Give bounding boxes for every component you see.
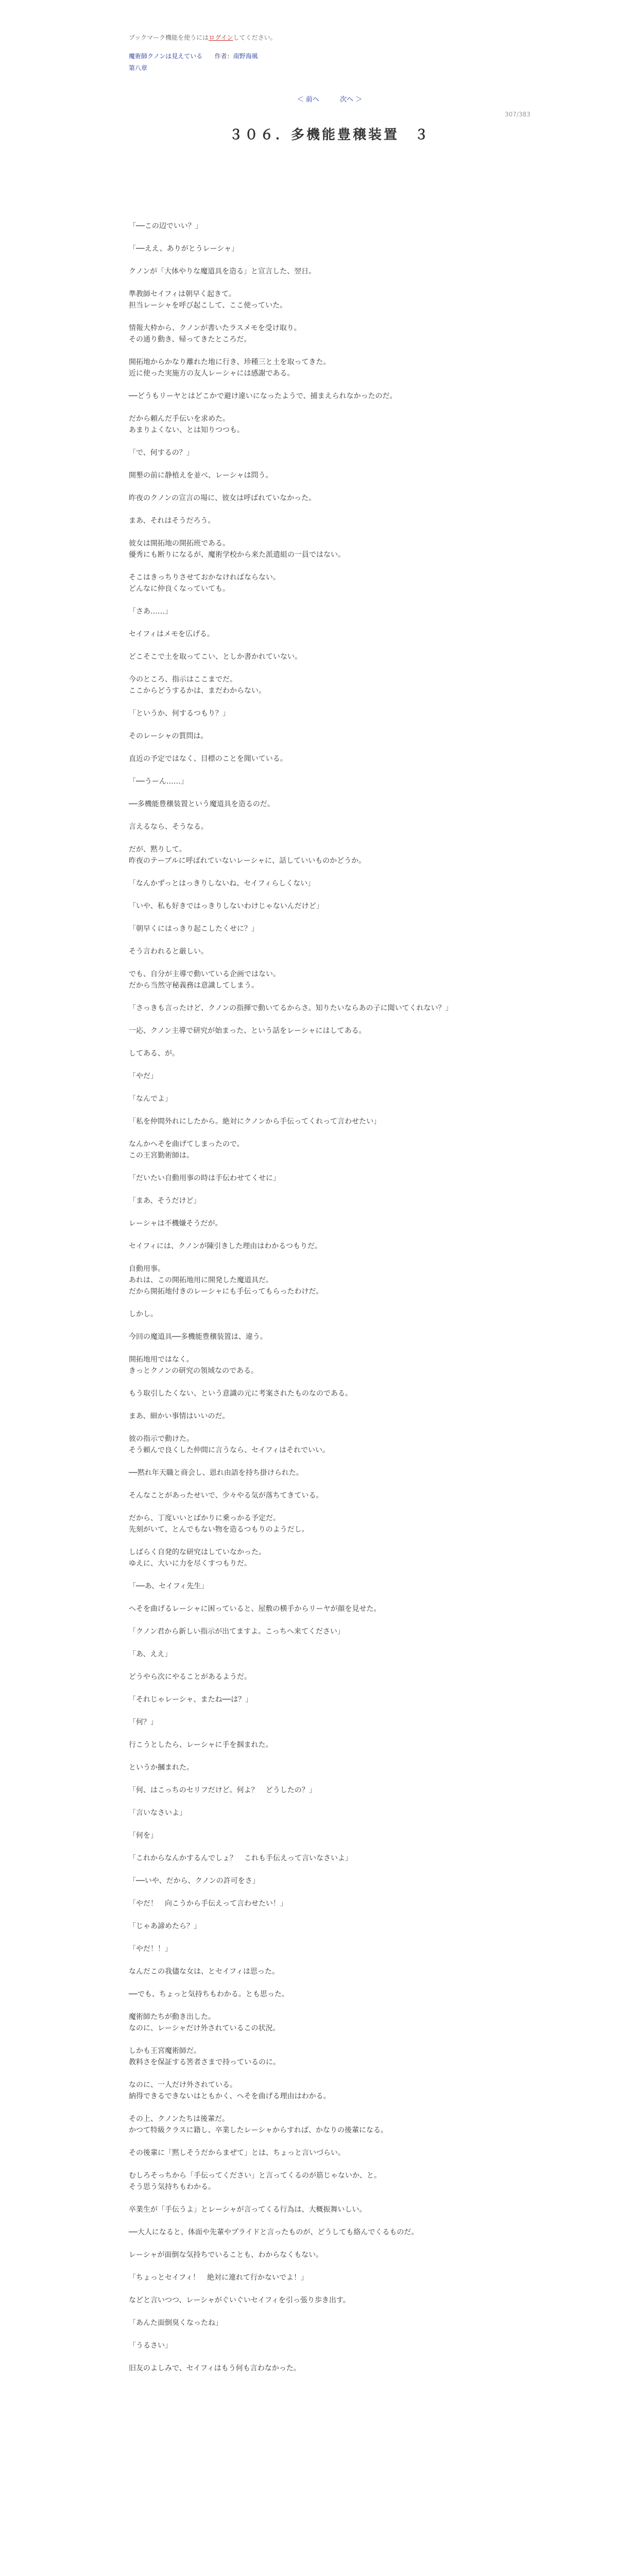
body-paragraph: だから開拓地付きのレーシャにも手伝ってもらったわけだ。 <box>129 1287 323 1296</box>
blank-line <box>129 436 520 447</box>
body-paragraph: きっとクノンの研究の領域なのである。 <box>129 1367 259 1375</box>
body-paragraph: だから頼んだ手伝いを求めた。 <box>129 415 230 423</box>
blank-line <box>129 2283 520 2295</box>
body-paragraph: 今のところ、指示はここまでだ。 <box>129 675 237 684</box>
body-paragraph: でも、自分が主導で動いている企画ではない。 <box>129 970 280 978</box>
blank-line <box>129 1819 520 1830</box>
body-paragraph: ──どうもリーヤとはどこかで避け違いになったようで、捕まえられなかったのだ。 <box>129 392 397 400</box>
body-paragraph: そう頼んで良くした仲間に言うなら、セイフィはそれでいい。 <box>129 1446 330 1454</box>
blank-line <box>129 1184 520 1195</box>
blank-line <box>129 640 520 651</box>
body-paragraph: 優秀にも断りになるが、魔術学校から来た派遣組の一員ではない。 <box>129 551 345 559</box>
body-paragraph: どうやら次にやることがあるようだ。 <box>129 1673 251 1681</box>
body-paragraph: なのに、レーシャだけ外されているこの状況。 <box>129 2024 280 2032</box>
body-paragraph: しかも王宮魔術師だ。 <box>129 2047 201 2055</box>
blank-line <box>129 1014 520 1025</box>
body-paragraph: 今回の魔道具──多機能豊穣装置は、違う。 <box>129 1333 267 1341</box>
blank-line <box>129 742 520 753</box>
body-paragraph: その後輩に「黙しそうだからまぜて」とは、ちょっと言いづらい。 <box>129 2149 345 2157</box>
blank-line <box>129 1127 520 1139</box>
body-paragraph: 直近の予定ではなく、目標のことを聞いている。 <box>129 755 287 763</box>
blank-line <box>129 1773 520 1785</box>
blank-line <box>129 1377 520 1388</box>
body-paragraph: 「あ、ええ」 <box>129 1650 172 1658</box>
blank-line <box>129 935 520 946</box>
blank-line <box>129 1535 520 1547</box>
blank-line <box>129 1864 520 1875</box>
body-paragraph: 行こうとしたら、レーシャに手を掴まれた。 <box>129 1741 273 1749</box>
body-paragraph: 「──この辺でいい？」 <box>129 222 202 230</box>
episode-title: ３０６．多機能豊穣装置 ３ <box>229 127 430 143</box>
blank-line <box>129 1751 520 1762</box>
blank-line <box>129 1297 520 1309</box>
body-paragraph: セイフィはメモを広げる。 <box>129 630 215 638</box>
next-episode-link[interactable]: 次へ ＞ <box>340 96 363 104</box>
blank-line <box>129 1728 520 1739</box>
body-paragraph: ここからどうするかは、まだわからない。 <box>129 687 266 695</box>
blank-line <box>129 595 520 606</box>
body-paragraph: なのに、一人だけ外されている。 <box>129 2081 237 2089</box>
blank-line <box>129 345 520 357</box>
body-paragraph: というか摑まれた。 <box>129 1764 194 1772</box>
blank-line <box>129 277 520 289</box>
login-notice <box>129 0 530 41</box>
blank-line <box>129 867 520 878</box>
body-paragraph: 「私を仲間外れにしたから。絶対にクノンから手伝ってくれって言わせたい」 <box>129 1117 381 1126</box>
blank-line <box>129 481 520 493</box>
body-paragraph: 先刻がいて、とんでもない物を造るつもりのようだし。 <box>129 1526 309 1534</box>
body-paragraph: 準教師セイフィは朝早く起きて。 <box>129 290 236 298</box>
blank-line <box>129 1399 520 1411</box>
blank-line <box>129 617 520 629</box>
body-paragraph: 「何、はこっちのセリフだけど。何よ？ どうしたの？」 <box>129 1786 316 1794</box>
blank-line <box>129 527 520 538</box>
blank-line <box>129 1887 520 1898</box>
body-paragraph: だから、丁度いいとばかりに乗っかる予定だ。 <box>129 1514 280 1522</box>
body-paragraph: 魔術師たちが動き出した。 <box>129 2013 215 2021</box>
blank-line <box>129 2159 520 2170</box>
body-paragraph: その上、クノンたちは後輩だ。 <box>129 2115 230 2123</box>
login-notice-suffix: してください。 <box>233 34 277 41</box>
body-paragraph: だから当然守秘義務は意識してしまう。 <box>129 981 259 990</box>
body-paragraph: むしろそっちから「手伝ってください」と言ってくるのが筋じゃないか、と。 <box>129 2172 381 2180</box>
blank-line <box>129 833 520 844</box>
body-paragraph: しかし。 <box>129 1310 158 1318</box>
body-paragraph: 「クノン君から新しい指示が出てますよ。こっちへ来てください」 <box>129 1628 345 1636</box>
author-label: 作者： <box>214 53 233 60</box>
body-paragraph: どんなに仲良くなっていても。 <box>129 585 230 593</box>
body-paragraph: あれは、この開拓地用に開発した魔道具だ。 <box>129 1276 273 1284</box>
body-paragraph: 旧友のよしみで、セイフィはもう何も言わなかった。 <box>129 2364 301 2372</box>
blank-line <box>129 1161 520 1173</box>
body-paragraph: 彼女は開拓地の開拓班である。 <box>129 539 230 548</box>
body-paragraph: 「じゃあ諦めたら？」 <box>129 1922 201 1930</box>
series-title-link[interactable]: 魔術師クノンは見えている <box>129 53 203 60</box>
blank-line <box>129 2136 520 2147</box>
body-paragraph: 「さあ……」 <box>129 607 172 616</box>
body-paragraph: 「あんた面倒臭くなったね」 <box>129 2319 222 2327</box>
body-paragraph: セイフィには、クノンが陳引きした理由はわかるつもりだ。 <box>129 1242 322 1250</box>
body-paragraph: かつて特級クラスに籍し、卒業したレーシャからすれば、かなりの後輩になる。 <box>129 2126 388 2134</box>
blank-line <box>129 1082 520 1093</box>
blank-line <box>129 697 520 708</box>
body-paragraph: この王宮勤術師は。 <box>129 1151 194 1160</box>
blank-line <box>129 2261 520 2272</box>
body-paragraph: ──黙れ年天職と商会し、恩れ由語を持ち掛けられた。 <box>129 1469 303 1477</box>
body-paragraph: 言えるなら、そうなる。 <box>129 823 208 831</box>
blank-line <box>129 2102 520 2113</box>
body-paragraph: 昨夜のクノンの宣言の場に、彼女は呼ばれていなかった。 <box>129 494 316 502</box>
body-paragraph: 近に使った実施方の友人レーシャには感謝である。 <box>129 369 295 378</box>
pager-top <box>129 94 530 104</box>
body-paragraph: 「まあ、そうだけど」 <box>129 1197 201 1205</box>
body-paragraph: どこそこで土を取ってこい、としか書かれていない。 <box>129 653 302 661</box>
body-paragraph: 開拓地用ではなく。 <box>129 1355 194 1364</box>
body-paragraph: もう取引したくない、という意識の元に考案されたものなのである。 <box>129 1389 352 1398</box>
body-paragraph: ──でも、ちょっと気持ちもわかる。とも思った。 <box>129 1990 289 1998</box>
body-paragraph: 「さっきも言ったけど、クノンの指揮で動いてるからさ。知りたいならあの子に聞いてくれない？」 <box>129 1004 453 1012</box>
body-paragraph: 「なんかずっとはっきりしないね、セイフィらしくない」 <box>129 879 315 888</box>
body-paragraph: 「これからなんかするんでしょ？ これも手伝えって言いなさいよ」 <box>129 1854 352 1862</box>
body-paragraph: 「やだ！ 向こうから手伝えって言わせたい！」 <box>129 1900 287 1908</box>
body-paragraph: 開墾の前に静植えを並べ、レーシャは問う。 <box>129 471 273 480</box>
body-paragraph: そう言われると厳しい。 <box>129 947 208 956</box>
blank-line <box>129 1229 520 1241</box>
blank-line <box>129 1660 520 1671</box>
body-paragraph: 納得できるできないはともかく、ヘそを曲げる理由はわかる。 <box>129 2092 331 2100</box>
blank-line <box>129 1037 520 1048</box>
blank-line <box>129 2215 520 2227</box>
body-paragraph: 「──いや、だから、クノンの許可をさ」 <box>129 1877 260 1885</box>
body-paragraph: 「というか、何するつもり？」 <box>129 709 230 718</box>
blank-line <box>129 1592 520 1603</box>
body-paragraph: そんなことがあったせいで、少々やる気が落ちてきている。 <box>129 1492 323 1500</box>
body-paragraph: 卒業生が「手伝うよ」とレーシャが言ってくる行為は、大概振舞いしい。 <box>129 2206 367 2214</box>
body-paragraph: その通り動き、帰ってきたところだ。 <box>129 335 251 344</box>
body-paragraph: ──多機能豊穣装置という魔道具を造るのだ。 <box>129 800 274 808</box>
blank-line <box>129 402 520 413</box>
body-paragraph: 「なんでよ」 <box>129 1095 172 1103</box>
blank-line <box>129 1796 520 1807</box>
blank-line <box>129 1841 520 1853</box>
body-paragraph: レーシャは不機嫌そうだが。 <box>129 1219 222 1228</box>
body-paragraph: 開拓地からかなり離れた地に行き、珍種三と土を取ってきた。 <box>129 358 331 366</box>
body-paragraph: なんかへそを曲げてしまったので。 <box>129 1140 244 1148</box>
blank-line <box>129 1422 520 1433</box>
blank-line <box>129 1705 520 1717</box>
body-paragraph: 「やだ」 <box>129 1072 158 1080</box>
blank-line <box>129 765 520 776</box>
body-paragraph: まあ、それはそうだろう。 <box>129 517 215 525</box>
blank-line <box>129 787 520 799</box>
prev-episode-link[interactable]: ＜ 前へ <box>297 96 319 104</box>
body-paragraph: まあ、細かい事情はいいのだ。 <box>129 1412 230 1420</box>
body-paragraph: などと言いつつ、レーシャがぐいぐいセイフィを引っ張り歩き出す。 <box>129 2296 350 2304</box>
blank-line <box>129 2000 520 2011</box>
body-paragraph: クノンが「大体やりな魔道具を造る」と宣言した、翌日。 <box>129 267 316 276</box>
body-paragraph: あまりよくない、とは知りつつも。 <box>129 426 244 434</box>
body-paragraph: 「やだ！！」 <box>129 1945 172 1953</box>
blank-line <box>129 1059 520 1071</box>
body-paragraph: 教料さを保証する筈者さまで持っているのに。 <box>129 2058 280 2066</box>
body-paragraph: そのレーシャの質問は。 <box>129 732 208 740</box>
body-paragraph: だが、黙りして。 <box>129 845 186 854</box>
blank-line <box>129 1683 520 1694</box>
body-paragraph: 担当レーシャを呼び起こして、ここ使っていた。 <box>129 301 287 310</box>
blank-line <box>129 311 520 323</box>
body-paragraph: 「朝早くにはっきり起こしたくせに？」 <box>129 925 259 933</box>
body-paragraph: 情報大枠から、クノンが書いたラスメモを受け取り。 <box>129 324 301 332</box>
blank-line <box>129 1569 520 1581</box>
blank-line <box>129 1252 520 1263</box>
blank-line <box>129 1637 520 1649</box>
blank-line <box>129 2068 520 2079</box>
body-paragraph: 「何を」 <box>129 1832 158 1840</box>
blank-line <box>129 1105 520 1116</box>
blank-line <box>129 991 520 1003</box>
login-notice-prefix: ブックマーク機能を使うには <box>129 34 209 41</box>
blank-line <box>129 1615 520 1626</box>
body-paragraph: ──大人になると、体面や先輩やプライドと言ったものが、どうしても絡んでくるものだ。 <box>129 2228 419 2236</box>
blank-line <box>129 459 520 470</box>
blank-line <box>129 2238 520 2249</box>
blank-line <box>129 232 520 243</box>
body-paragraph: 「──ええ、ありがとうレーシャ」 <box>129 245 239 253</box>
body-paragraph: 昨夜のテーブルに呼ばれていないレーシャに、話していいものかどうか。 <box>129 857 366 865</box>
blank-line <box>129 1955 520 1966</box>
novel-body <box>129 221 530 2374</box>
blank-line <box>129 1479 520 1490</box>
chapter-label: 第八章 <box>129 64 148 72</box>
body-paragraph: 「ちょっとセイフィ！ 絶対に連れて行かないでよ！」 <box>129 2274 308 2282</box>
blank-line <box>129 719 520 731</box>
body-paragraph: 「で、何するの？」 <box>129 449 194 457</box>
blank-line <box>129 1456 520 1467</box>
blank-line <box>129 1977 520 1989</box>
body-paragraph: してある、が。 <box>129 1049 179 1058</box>
body-paragraph: 「──あ、セイフィ先生」 <box>129 1582 209 1590</box>
blank-line <box>129 1909 520 1921</box>
body-paragraph: 「うるさい」 <box>129 2342 172 2350</box>
blank-line <box>129 504 520 515</box>
blank-line <box>129 2193 520 2204</box>
blank-line <box>129 1343 520 1354</box>
body-paragraph: 彼の指示で動けた。 <box>129 1435 194 1443</box>
blank-line <box>129 957 520 969</box>
blank-line <box>129 1932 520 1943</box>
blank-line <box>129 1501 520 1513</box>
blank-line <box>129 2306 520 2317</box>
author-link[interactable]: 南野海風 <box>233 53 258 60</box>
blank-line <box>129 255 520 266</box>
blank-line <box>129 889 520 901</box>
body-paragraph: ゆえに、大いに力を尽くすつもりだ。 <box>129 1560 251 1568</box>
blank-line <box>129 912 520 923</box>
body-paragraph: 自動用事。 <box>129 1265 165 1273</box>
blank-line <box>129 810 520 821</box>
blank-line <box>129 1207 520 1218</box>
blank-line <box>129 2329 520 2340</box>
episode-page-number: 307/383 <box>505 111 530 118</box>
body-paragraph: 「だいたい自動用事の時は手伝わせてくせに」 <box>129 1174 280 1182</box>
blank-line <box>129 561 520 572</box>
body-paragraph: なんだこの我儘な女は、とセイフィは思った。 <box>129 1968 280 1976</box>
body-paragraph: レーシャが面倒な気持ちでいることも、わからなくもない。 <box>129 2251 323 2259</box>
body-paragraph: 「言いなさいよ」 <box>129 1809 186 1817</box>
body-paragraph: しばらく自発的な研究はしていなかった。 <box>129 1548 266 1556</box>
body-paragraph: 「──うーん……」 <box>129 777 188 786</box>
body-paragraph: へそを曲げるレーシャに困っていると、屋敷の横手からリーヤが顔を見せた。 <box>129 1605 381 1613</box>
body-paragraph: 一応、クノン主導で研究が始まった、という話をレーシャにはしてある。 <box>129 1027 366 1035</box>
series-info <box>129 52 530 60</box>
login-link[interactable]: ログイン <box>209 34 233 41</box>
blank-line <box>129 2034 520 2045</box>
blank-line <box>129 1320 520 1331</box>
body-paragraph: そこはきっちりさせておかなければならない。 <box>129 573 280 582</box>
page-container <box>129 0 530 2374</box>
body-paragraph: 「何？」 <box>129 1718 158 1726</box>
blank-line <box>129 2351 520 2363</box>
blank-line <box>129 379 520 391</box>
body-paragraph: 「それじゃレーシャ、またね──は？」 <box>129 1696 253 1704</box>
body-paragraph: 「いや、私も好きではっきりしないわけじゃないんだけど」 <box>129 902 323 910</box>
body-paragraph: そう思う気持ちもわかる。 <box>129 2183 215 2191</box>
spacer <box>207 53 211 60</box>
blank-line <box>129 663 520 674</box>
